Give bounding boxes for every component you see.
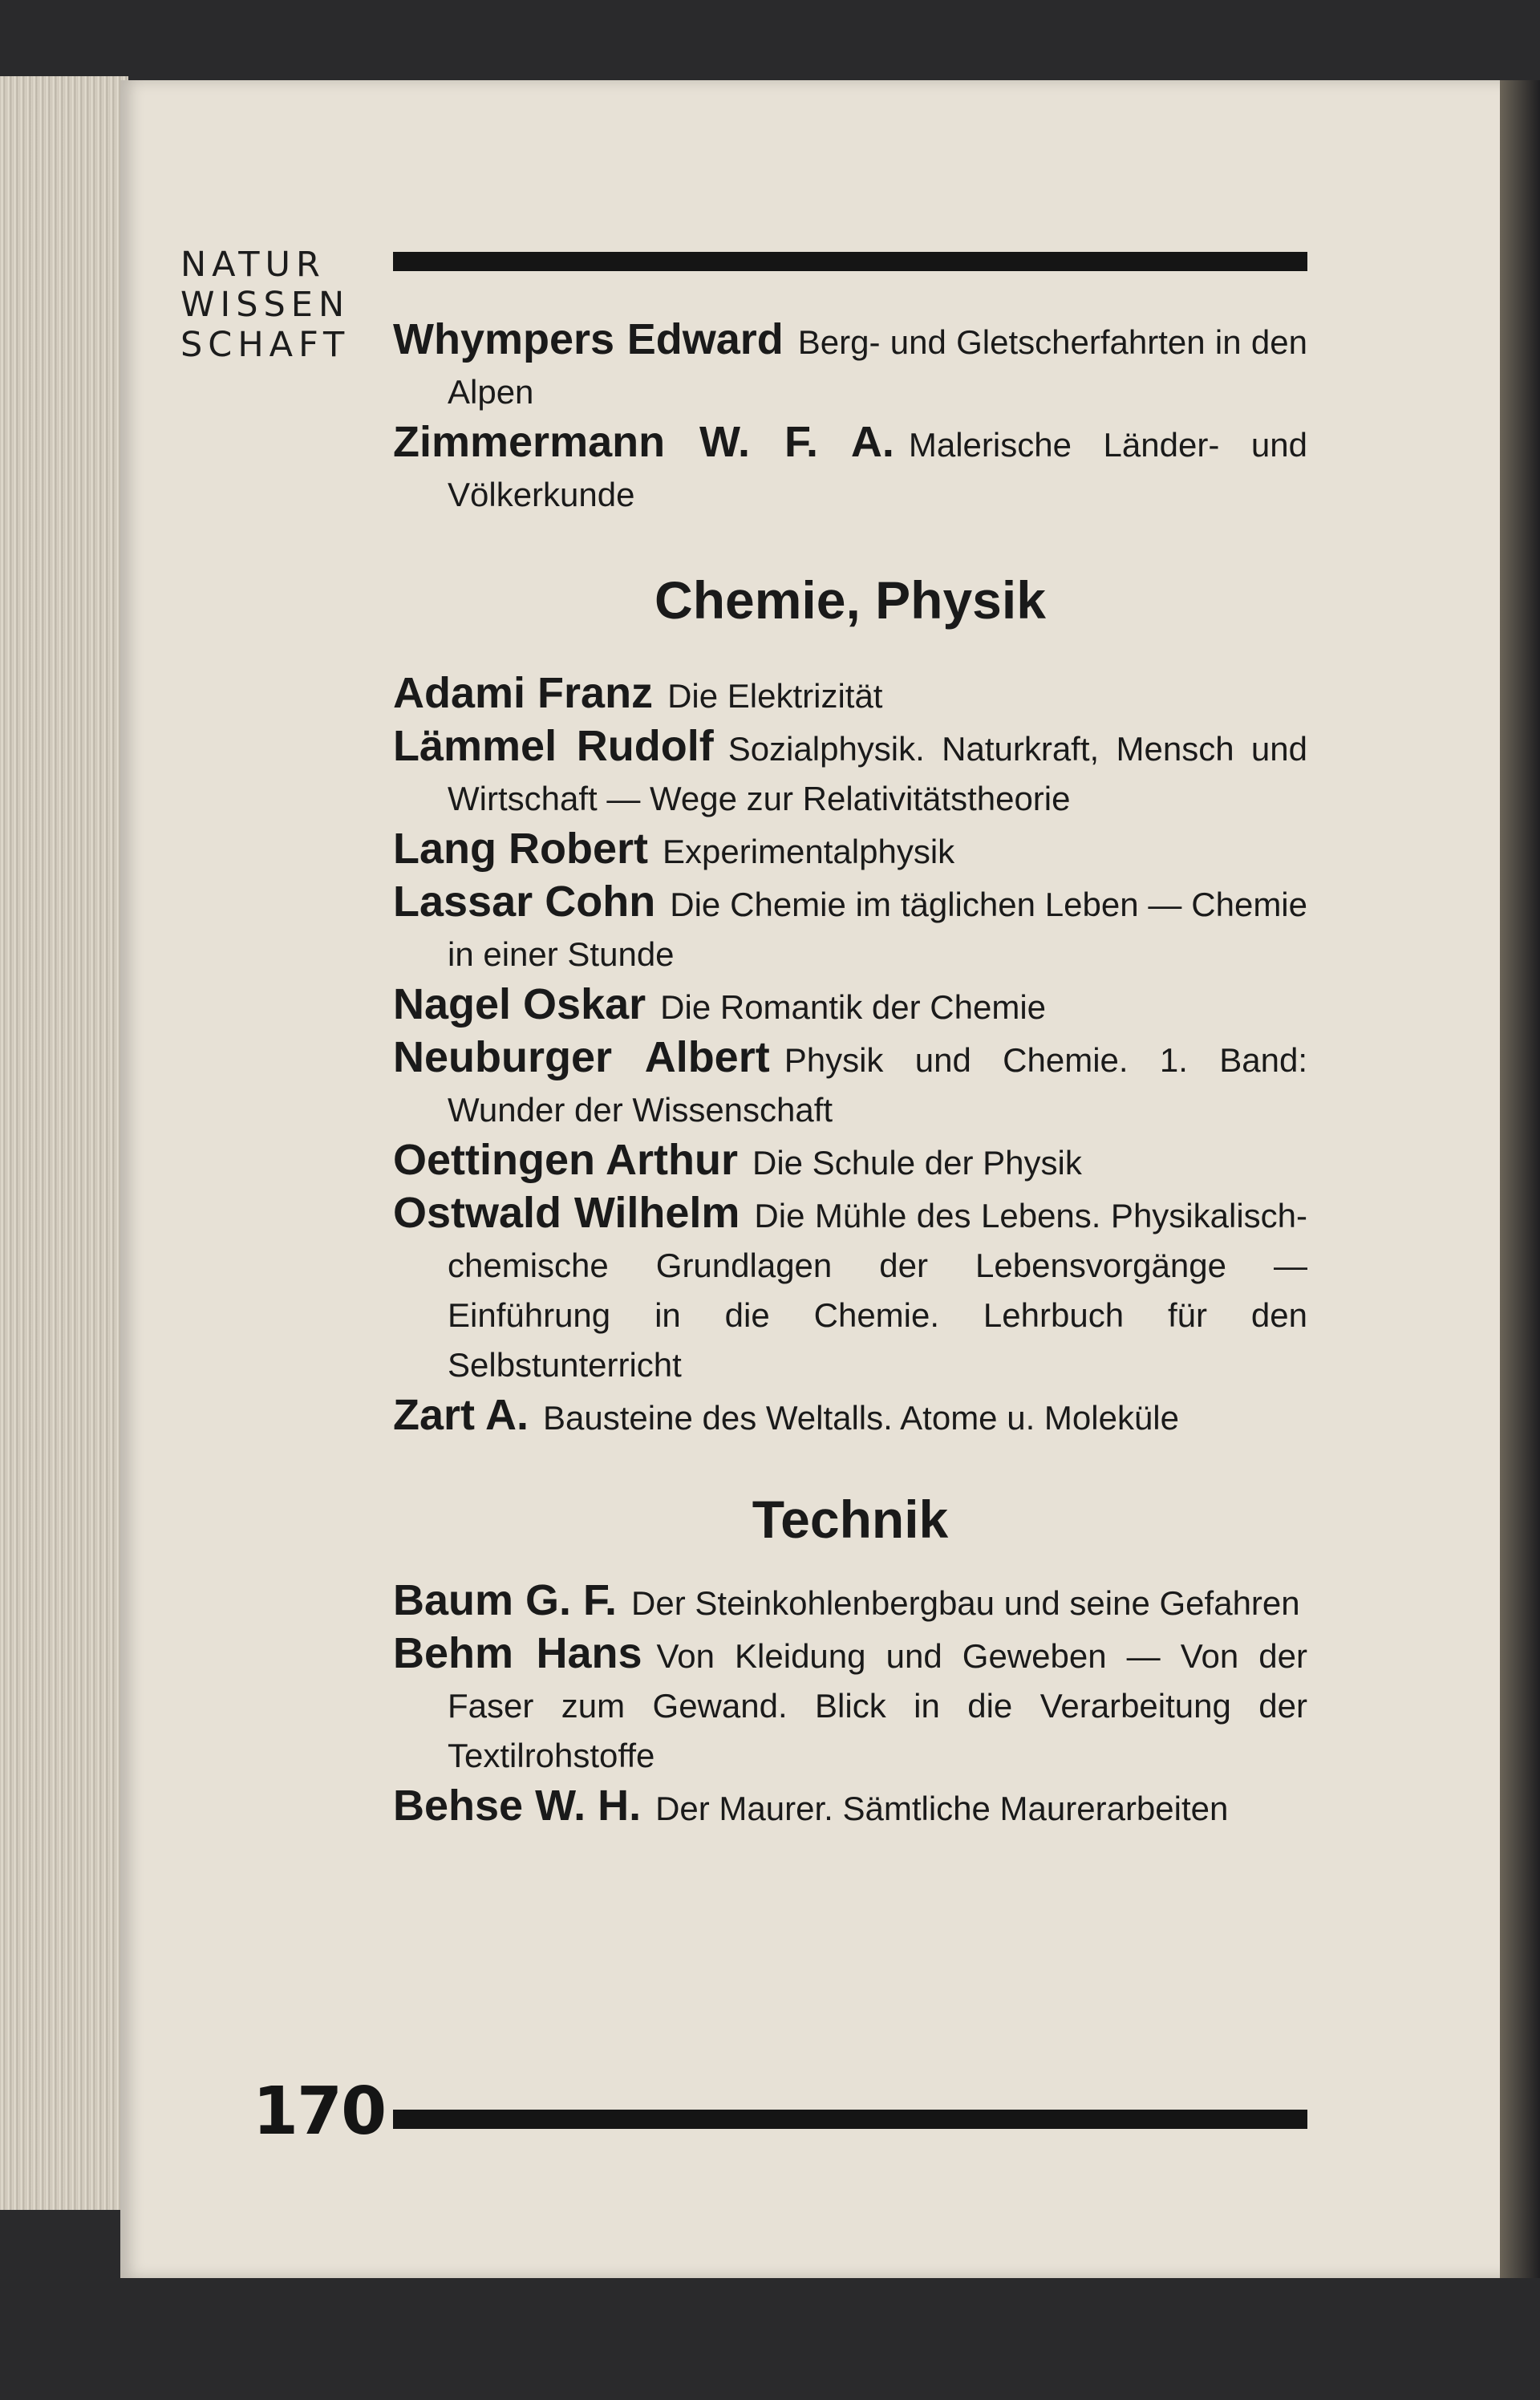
entry-title: Die Chemie im täglichen Leben — Chemie in einer Stunde	[448, 886, 1307, 973]
page-number: 170	[253, 2074, 386, 2150]
list-entry	[393, 417, 1307, 520]
list-entry	[393, 1135, 1307, 1188]
section-heading-chemie: Chemie, Physik	[654, 570, 1046, 630]
list-entry	[393, 314, 1307, 417]
list-entry	[393, 1188, 1307, 1390]
entry-title: Der Steinkohlenbergbau und seine Gefahren	[631, 1584, 1300, 1622]
book-list	[393, 314, 1307, 1834]
entry-author: Zart A.	[393, 1391, 529, 1439]
entry-author: Neuburger Albert	[393, 1033, 770, 1081]
list-entry	[393, 1628, 1307, 1781]
entry-author: Lämmel Rudolf	[393, 722, 714, 770]
entry-author: Whympers Edward	[393, 315, 784, 363]
section-label-line: WISSEN	[180, 285, 351, 325]
list-entry	[393, 1781, 1307, 1834]
entry-title: Malerische Länder- und Völkerkunde	[448, 426, 1307, 513]
entry-author: Behse W. H.	[393, 1782, 642, 1830]
entry-title: Physik und Chemie. 1. Band: Wunder der Wissenschaft	[448, 1041, 1308, 1129]
entry-author: Ostwald Wilhelm	[393, 1189, 740, 1237]
entry-author: Nagel Oskar	[393, 980, 646, 1028]
entry-title: Die Mühle des Lebens. Physikalisch-chemische Grundlagen der Lebensvorgänge — Einführung in die Chemie. Lehrbuch für den Selbstunterricht	[448, 1197, 1308, 1384]
entry-title: Die Schule der Physik	[752, 1144, 1082, 1182]
list-entry	[393, 877, 1307, 979]
top-rule	[393, 252, 1307, 271]
entry-title: Sozialphysik. Naturkraft, Mensch und Wirtschaft — Wege zur Relativitätstheorie	[448, 730, 1307, 817]
entry-author: Lassar Cohn	[393, 878, 656, 926]
book-page-edges	[0, 76, 128, 2210]
entry-title: Die Romantik der Chemie	[660, 988, 1047, 1026]
entry-author: Zimmermann W. F. A.	[393, 418, 894, 466]
entry-author: Baum G. F.	[393, 1576, 618, 1624]
list-entry	[393, 824, 1307, 877]
list-entry	[393, 1032, 1307, 1135]
section-heading-technik: Technik	[752, 1490, 949, 1549]
entry-author: Adami Franz	[393, 669, 654, 717]
entry-title: Von Kleidung und Geweben — Von der Faser zum Gewand. Blick in die Verarbeitung der Textilrohstoffe	[448, 1637, 1307, 1774]
list-entry	[393, 1390, 1307, 1443]
section-label-line: SCHAFT	[180, 325, 351, 365]
book-gutter-shadow	[1500, 80, 1540, 2278]
entry-title: Bausteine des Weltalls. Atome u. Moleküle	[543, 1399, 1179, 1437]
list-entry	[393, 721, 1307, 824]
entry-title: Die Elektrizität	[667, 677, 883, 715]
list-entry	[393, 1575, 1307, 1628]
entry-title: Berg- und Gletscherfahrten in den Alpen	[448, 323, 1307, 411]
entry-author: Lang Robert	[393, 825, 648, 873]
section-label-line: NATUR	[180, 245, 326, 285]
entry-author: Oettingen Arthur	[393, 1136, 738, 1184]
entry-author: Behm Hans	[393, 1629, 642, 1677]
section-label	[180, 245, 369, 365]
entry-title: Der Maurer. Sämtliche Maurerarbeiten	[655, 1790, 1229, 1827]
list-entry	[393, 668, 1307, 721]
entry-title: Experimentalphysik	[663, 833, 955, 870]
list-entry	[393, 979, 1307, 1032]
bottom-rule	[393, 2110, 1307, 2129]
